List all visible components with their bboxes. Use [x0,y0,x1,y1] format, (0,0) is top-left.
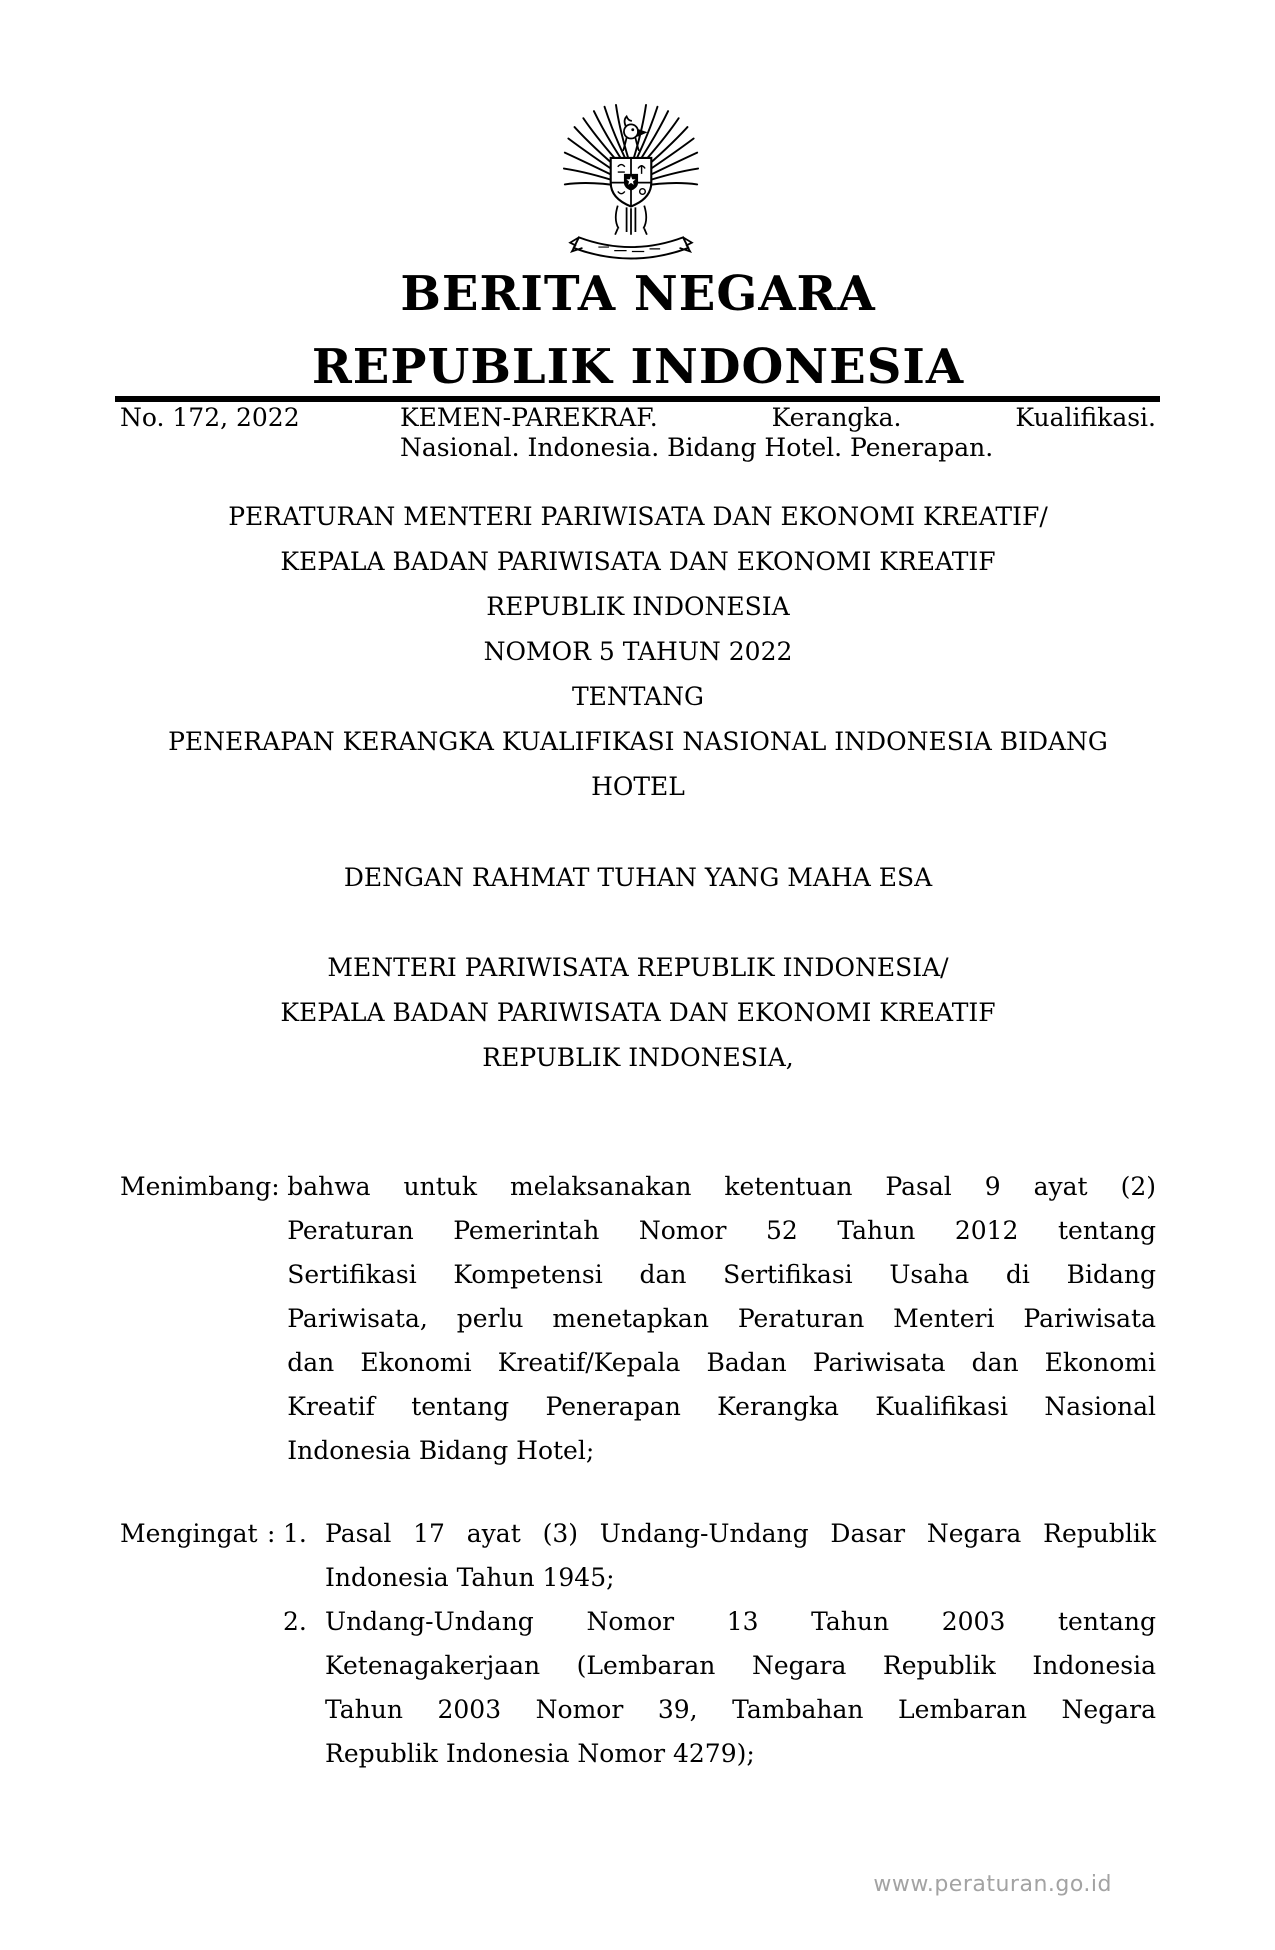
text-line: KEMEN-PAREKRAF. Kerangka. Kualifikasi. [400,403,1156,432]
item-text [325,1512,1156,1600]
text-line: REPUBLIK INDONESIA [486,592,790,621]
text-line: NOMOR 5 TAHUN 2022 [483,637,793,666]
text-line: Undang-Undang Nomor 13 Tahun 2003 tentang [325,1607,1156,1636]
text-line: PENERAPAN KERANGKA KUALIFIKASI NASIONAL INDONESIA BIDANG [168,727,1108,756]
legal-basis-item-2 [283,1600,1156,1776]
subject-abstract [400,403,1156,463]
issuing-official [120,945,1156,1080]
gazette-number: No. 172, 2022 [120,403,300,432]
menimbang-label: Menimbang [120,1172,272,1201]
text-line: Pasal 17 ayat (3) Undang-Undang Dasar Negara Republik [325,1519,1156,1548]
item-number: 2. [283,1607,307,1636]
text-line: KEPALA BADAN PARIWISATA DAN EKONOMI KREATIF [280,998,996,1027]
text-line: Kreatif tentang Penerapan Kerangka Kualifikasi Nasional [287,1392,1156,1421]
invocation-line: DENGAN RAHMAT TUHAN YANG MAHA ESA [343,863,933,892]
text-line: Republik Indonesia Nomor 4279); [325,1739,755,1768]
text-line: Sertifikasi Kompetensi dan Sertifikasi Usaha di Bidang [287,1260,1156,1289]
text-line: TENTANG [571,682,704,711]
colon-separator: : [271,1172,280,1201]
text-line: PERATURAN MENTERI PARIWISATA DAN EKONOMI KREATIF/ [228,502,1048,531]
text-line: MENTERI PARIWISATA REPUBLIK INDONESIA/ [327,953,949,982]
menimbang-section [120,1165,1156,1473]
mengingat-label: Mengingat [120,1519,258,1548]
mengingat-section [120,1512,1156,1776]
text-line: bahwa untuk melaksanakan ketentuan Pasal 9 ayat (2) [287,1172,1156,1201]
legal-basis-item-1 [283,1512,1156,1600]
text-line: Ketenagakerjaan (Lembaran Negara Republik Indonesia [325,1651,1156,1680]
gazette-header-row [120,403,1156,463]
colon-separator: : [267,1519,276,1548]
text-line: REPUBLIK INDONESIA, [482,1043,794,1072]
text-line: Tahun 2003 Nomor 39, Tambahan Lembaran Negara [325,1695,1156,1724]
text-line: KEPALA BADAN PARIWISATA DAN EKONOMI KREATIF [280,547,996,576]
garuda-pancasila-emblem [556,96,706,264]
menimbang-text [287,1165,1156,1473]
text-line: HOTEL [591,772,685,801]
text-line: dan Ekonomi Kreatif/Kepala Badan Pariwisata dan Ekonomi [287,1348,1156,1377]
text-line: Pariwisata, perlu menetapkan Peraturan Menteri Pariwisata [287,1304,1156,1333]
gazette-title-line1: BERITA NEGARA [400,266,876,322]
text-line: Indonesia Tahun 1945; [325,1563,615,1592]
regulation-title [120,494,1156,809]
text-line: Indonesia Bidang Hotel; [287,1436,595,1465]
gazette-masthead [120,258,1156,404]
gazette-title-line2: REPUBLIK INDONESIA [311,339,965,395]
item-number: 1. [283,1519,307,1548]
item-text [325,1600,1156,1776]
text-line: Peraturan Pemerintah Nomor 52 Tahun 2012 tentang [287,1216,1156,1245]
garuda-pancasila-icon [556,96,706,264]
masthead-divider-rule [115,396,1160,402]
text-line: Nasional. Indonesia. Bidang Hotel. Penerapan. [400,433,994,462]
watermark-url: www.peraturan.go.id [873,1872,1112,1897]
legal-basis-list [283,1512,1156,1776]
